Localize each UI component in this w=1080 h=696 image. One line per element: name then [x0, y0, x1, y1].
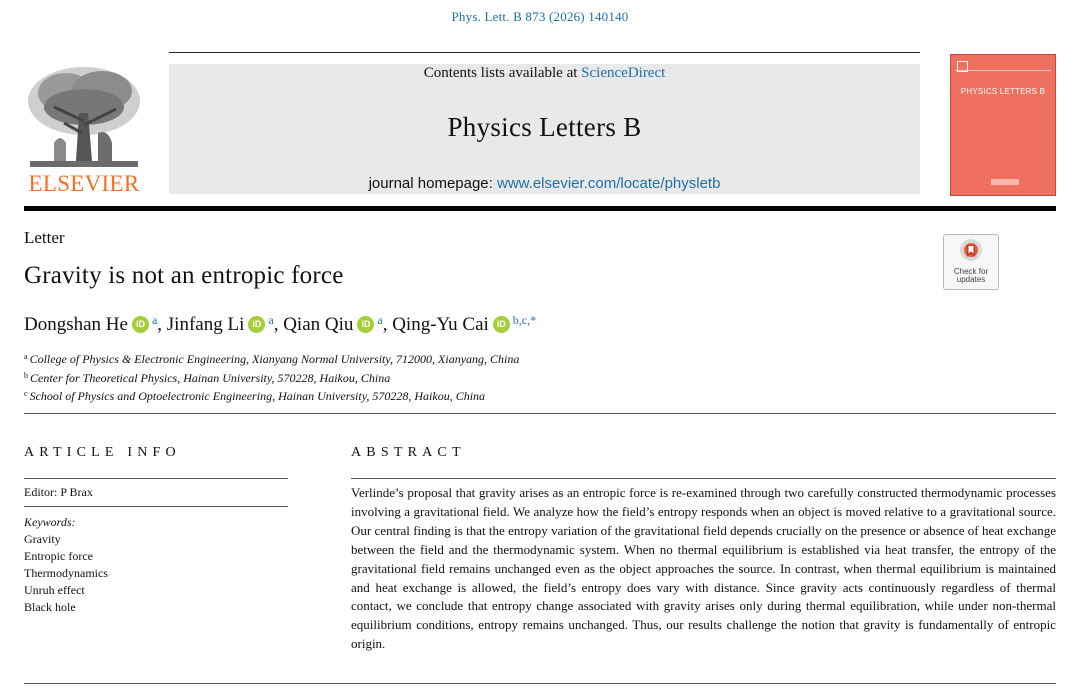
journal-cover-thumbnail[interactable]	[950, 54, 1056, 196]
author-name[interactable]: Qing-Yu Cai	[392, 314, 489, 335]
check-line2: updates	[956, 275, 986, 284]
keywords-block	[24, 514, 108, 616]
abstract-rule	[351, 478, 1056, 479]
keyword-item: Thermodynamics	[24, 566, 108, 580]
affiliation-mark: b	[24, 370, 28, 380]
author-affiliation-mark[interactable]: b,c,*	[512, 313, 537, 327]
section-divider	[24, 413, 1056, 414]
cover-footer-mark	[991, 179, 1019, 185]
editor-rule	[24, 506, 288, 507]
affiliation-list	[24, 349, 519, 405]
article-title: Gravity is not an entropic force	[24, 262, 344, 289]
affiliation-text: Center for Theoretical Physics, Hainan University, 570228, Haikou, China	[30, 370, 391, 385]
keyword-item: Entropic force	[24, 549, 93, 563]
affiliation-text: School of Physics and Optoelectronic Engineering, Hainan University, 570228, Haikou, China	[29, 389, 486, 403]
journal-homepage-line	[169, 175, 920, 192]
homepage-link[interactable]: www.elsevier.com/locate/physletb	[497, 175, 721, 192]
abstract-text: Verlinde’s proposal that gravity arises as an entropic force is re-examined through two carefully constructed thermodynamic processes involving a gravitational field. We analyze how the field’s entropy responds when an object is moved relative to a gravitational source. Our central finding is that the entropy variation of the gravitational field depends crucially on the presence or absence of heat exchange between the field and the thermodynamic system. When no thermal equilibrium is established via heat transfer, the entropy of the gravitational field remains unchanged even as the object approaches the source. In contrast, when thermal equilibrium is maintained and heat exchange is allowed, the field’s entropy does vary with distance. Since gravity acts continuously regardless of thermal contact, we conclude that entropy change associated with gravity arises only during thermal equilibration, while under non-thermal equilibrium conditions, entropy remains unchanged. Thus, our results challenge the notion that gravity is fundamentally of entropic origin.	[351, 485, 1056, 652]
keywords-heading: Keywords:	[24, 515, 76, 529]
editor-line: Editor: P Brax	[24, 485, 93, 499]
keyword-item: Unruh effect	[24, 583, 85, 597]
orcid-icon[interactable]: iD	[248, 316, 265, 333]
contents-line	[169, 65, 920, 82]
author-affiliation-mark[interactable]: a	[268, 313, 274, 327]
author-affiliation-mark[interactable]: a	[151, 313, 158, 327]
author-affiliation-mark[interactable]: a	[377, 313, 383, 327]
affiliation-item	[24, 368, 519, 387]
article-info-heading: ARTICLE INFO	[24, 445, 181, 460]
journal-citation[interactable]	[0, 9, 1080, 25]
header-top-rule	[169, 52, 920, 53]
check-line1: Check for	[953, 267, 989, 276]
journal-title: Physics Letters B	[447, 112, 642, 142]
affiliation-item	[24, 349, 519, 368]
sciencedirect-link[interactable]: ScienceDirect	[581, 65, 666, 81]
article-info-rule	[24, 478, 288, 479]
affiliation-text: College of Physics & Electronic Engineering, Xianyang Normal University, 712000, Xianyang, China	[29, 352, 520, 366]
elsevier-wordmark: ELSEVIER	[28, 171, 140, 196]
orcid-icon[interactable]: iD	[357, 316, 374, 333]
author-name[interactable]: Dongshan He	[24, 314, 128, 335]
elsevier-tree-icon	[24, 63, 144, 171]
cover-divider	[955, 70, 1051, 71]
affiliation-item	[24, 386, 519, 405]
affiliation-mark: c	[24, 389, 28, 398]
orcid-icon[interactable]: iD	[132, 316, 149, 333]
bottom-rule	[24, 683, 1056, 684]
author-name[interactable]: Jinfang Li	[166, 314, 245, 335]
check-for-updates-label	[944, 268, 998, 284]
orcid-icon[interactable]: iD	[493, 316, 510, 333]
citation-link[interactable]: Phys. Lett. B 873 (2026) 140140	[451, 9, 629, 24]
homepage-prefix: journal homepage:	[368, 175, 497, 192]
contents-prefix: Contents lists available at	[423, 65, 582, 81]
author-name[interactable]: Qian Qiu	[283, 314, 354, 335]
bookmark-ribbon-icon	[959, 239, 983, 265]
cover-title: PHYSICS LETTERS B	[960, 87, 1046, 96]
author-separator: ,	[273, 314, 284, 335]
article-type: Letter	[24, 228, 65, 247]
author-separator: ,	[382, 314, 393, 335]
header-thick-rule	[24, 206, 1056, 211]
keyword-item: Gravity	[24, 532, 61, 546]
keyword-item: Black hole	[24, 600, 76, 614]
author-list	[24, 313, 536, 336]
journal-header-box	[169, 64, 920, 194]
affiliation-mark: a	[24, 352, 28, 361]
author-separator: ,	[157, 314, 167, 335]
check-for-updates-badge[interactable]	[943, 234, 999, 290]
abstract-heading: ABSTRACT	[351, 445, 466, 460]
